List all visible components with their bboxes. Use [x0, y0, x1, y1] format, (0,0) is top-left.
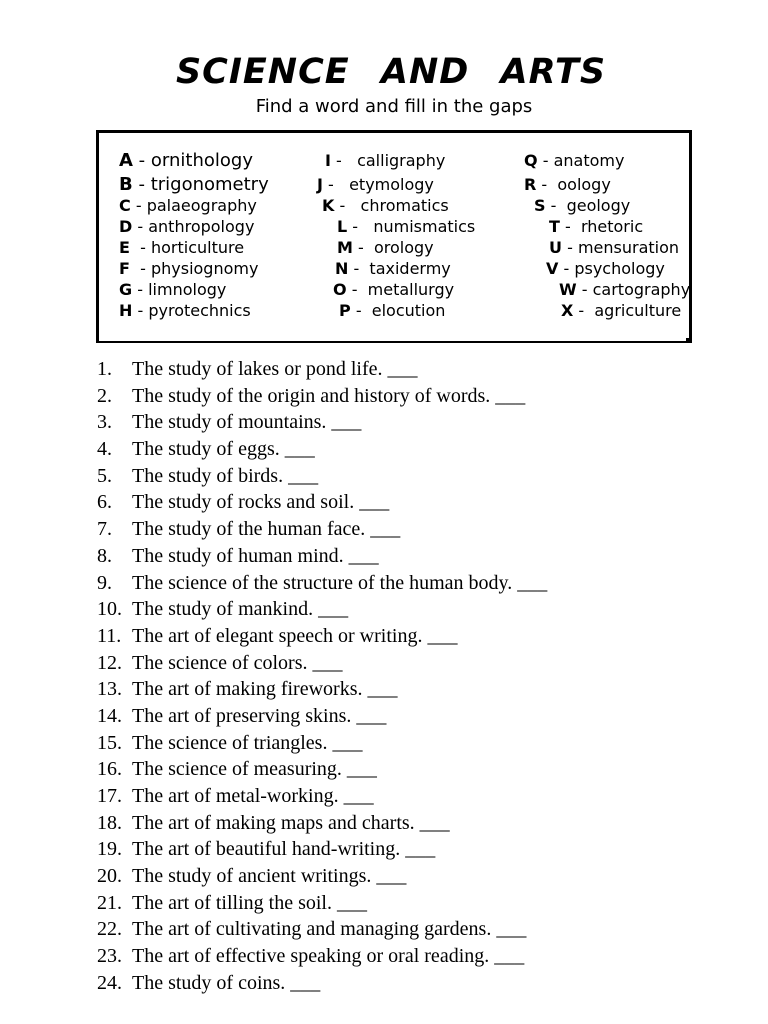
question-item: 18. The art of making maps and charts. ___ [97, 811, 450, 834]
question-item: 6. The study of rocks and soil. ___ [97, 491, 390, 514]
key-item: J - etymology [317, 175, 434, 194]
question-item: 5. The study of birds. ___ [97, 464, 319, 487]
key-item: X - agriculture [561, 301, 682, 320]
question-list [97, 356, 547, 997]
question-item: 21. The art of tilling the soil. ___ [97, 891, 367, 914]
key-item: R - oology [524, 175, 611, 194]
key-item: O - metallurgy [333, 280, 455, 299]
key-item: Q - anatomy [524, 151, 625, 170]
question-item: 7. The study of the human face. ___ [97, 518, 401, 541]
key-item: W - cartography [559, 280, 691, 299]
question-item: 1. The study of lakes or pond life. ___ [97, 358, 418, 380]
key-item: A - ornithology [119, 150, 253, 171]
worksheet-instructions: Find a word and fill in the gaps [255, 96, 533, 117]
key-item: C - palaeography [119, 196, 257, 215]
question-item: 8. The study of human mind. ___ [97, 544, 379, 567]
question-item: 10. The study of mankind. ___ [97, 598, 349, 621]
question-item: 11. The art of elegant speech or writing. ___ [97, 624, 458, 647]
key-item: T - rhetoric [549, 217, 644, 236]
question-item: 24. The study of coins. ___ [97, 971, 321, 994]
question-item: 3. The study of mountains. ___ [97, 411, 362, 434]
question-item: 4. The study of eggs. ___ [97, 438, 315, 461]
question-item: 12. The science of colors. ___ [97, 651, 343, 674]
question-item: 17. The art of metal-working. ___ [97, 785, 374, 807]
question-item: 14. The art of preserving skins. ___ [97, 704, 387, 727]
question-item: 15. The science of triangles. ___ [97, 731, 363, 754]
key-item: U - mensuration [549, 238, 680, 257]
box-edge-left [96, 338, 99, 342]
question-item: 16. The science of measuring. ___ [97, 758, 377, 781]
key-item: E - horticulture [119, 238, 245, 257]
key-item: K - chromatics [322, 196, 449, 215]
question-item: 23. The art of effective speaking or oral reading. ___ [97, 945, 525, 968]
key-item: F - physiognomy [119, 259, 259, 278]
key-item: H - pyrotechnics [119, 301, 251, 320]
worksheet-title: SCIENCE AND ARTS [175, 52, 607, 92]
key-item: D - anthropology [119, 217, 255, 236]
key-item: B - trigonometry [119, 174, 269, 195]
question-item: 2. The study of the origin and history of words. ___ [97, 384, 526, 407]
question-item: 20. The study of ancient writings. ___ [97, 865, 407, 888]
key-item: V - psychology [546, 259, 665, 278]
question-item: 19. The art of beautiful hand-writing. ___ [97, 838, 436, 861]
key-item: I - calligraphy [325, 151, 446, 170]
question-item: 22. The art of cultivating and managing gardens. ___ [97, 918, 527, 941]
key-item: G - limnology [119, 280, 227, 299]
key-item: N - taxidermy [335, 259, 451, 278]
question-item: 13. The art of making fireworks. ___ [97, 678, 398, 701]
question-item: 9. The science of the structure of the human body. ___ [97, 571, 548, 594]
box-edge-right [686, 338, 689, 342]
key-item: P - elocution [339, 301, 446, 320]
key-item: S - geology [534, 196, 631, 215]
key-item: M - orology [337, 238, 434, 257]
key-item: L - numismatics [337, 217, 476, 236]
